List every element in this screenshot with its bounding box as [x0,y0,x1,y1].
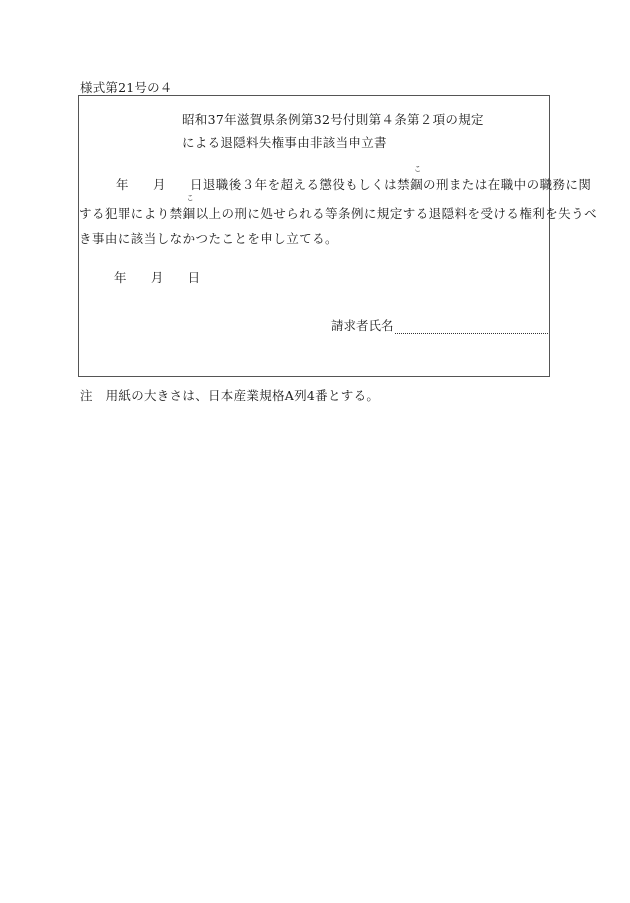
claimant-name-label: 請求者氏名 [331,318,394,333]
footnote: 注 用紙の大きさは、日本産業規格A列4番とする。 [80,388,380,403]
claimant-signature [331,316,548,334]
day-label: 日 [189,177,203,192]
form-title-line-2: による退隠料失権事由非該当申立書 [182,135,387,150]
statement-line-3: き事由に該当しなかつたことを申し立てる。 [79,231,339,246]
year-label: 年 [116,177,129,192]
ruby-kanji: 錮 こ [182,194,196,221]
claimant-name-line[interactable] [395,321,548,334]
form-title-line-1: 昭和37年滋賀県条例第32号付則第４条第２項の規定 [182,112,484,127]
filing-date [114,268,200,286]
statement-text-2b: 以上の刑に処せられる等条例に規定する退隠料を受ける権利を失うべ [195,206,598,221]
form-number: 様式第21号の４ [80,80,173,95]
ruby-reading: こ [414,165,422,173]
ruby-reading: こ [186,194,195,202]
statement-text-2a: する犯罪により禁 [79,206,183,221]
filing-day-label: 日 [187,270,201,285]
filing-month-label: 月 [150,270,164,285]
month-label: 月 [152,177,166,192]
ruby-kanji: 錮 こ [410,165,424,192]
statement-line-1 [79,165,592,193]
statement-text-1b: の刑または在職中の職務に関 [423,177,592,192]
statement-text-1a: 退職後３年を超える懲役もしくは禁 [202,177,411,192]
filing-year-label: 年 [114,270,127,285]
form-box [78,95,598,377]
statement-line-2 [79,194,598,222]
